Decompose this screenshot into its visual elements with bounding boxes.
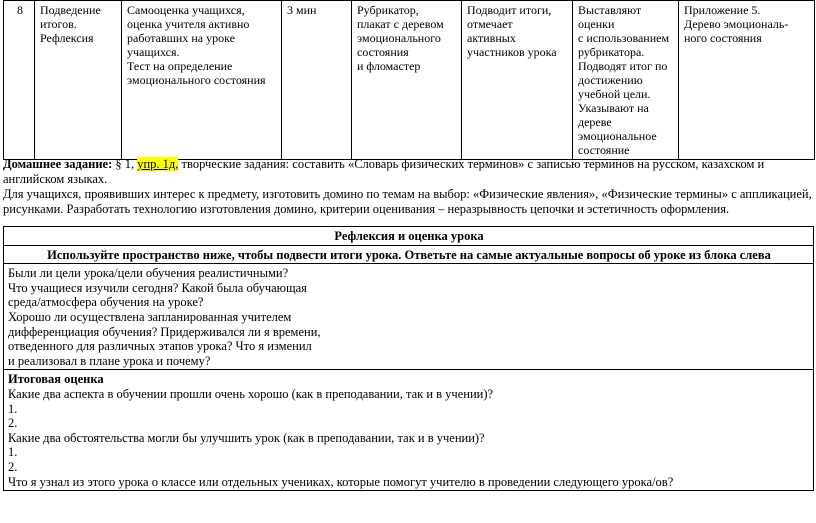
appendix-cell: Приложение 5. Дерево эмоциональ- ного состояния <box>679 1 815 160</box>
lesson-plan-table <box>3 0 815 160</box>
reflection-table <box>3 226 814 491</box>
homework-label: Домашнее задание: <box>3 157 113 171</box>
reflection-instruction: Используйте пространство ниже, чтобы подвести итоги урока. Ответьте на самые актуальные вопросы об уроке из блока слева <box>4 245 814 264</box>
summary-title: Итоговая оценка <box>8 372 104 387</box>
homework-part2: творческие задания: составить «Словарь физических терминов» с записью терминов на русском, казахском и английском языках. <box>3 157 765 186</box>
homework-paragraph <box>3 157 816 187</box>
time-cell: 3 мин <box>282 1 352 160</box>
lesson-row-8 <box>4 1 815 160</box>
homework-section <box>3 157 816 217</box>
homework-highlight: упр. 1д, <box>137 157 179 171</box>
summary-cell <box>4 370 814 491</box>
resources-cell: Рубрикатор, плакат с деревом эмоционального состояния и фломастер <box>352 1 462 160</box>
homework-part1: § 1, <box>112 157 138 171</box>
homework-extra-paragraph: Для учащихся, проявивших интерес к предмету, изготовить домино по темам на выбор: «Физические явления», «Физические термины» с аппликацией, рисунками. Разработать технологию изготовления домино, критерии оценивания – неразрывность цепочки и эстетичность оформления. <box>3 187 812 216</box>
stage-number-cell: 8 <box>4 1 35 160</box>
teacher-actions-cell: Подводит итоги, отмечает активных участников урока <box>462 1 573 160</box>
activity-cell: Самооценка учащихся, оценка учителя активно работавших на уроке учащихся. Тест на определение эмоционального состояния <box>122 1 282 160</box>
stage-name-cell: Подведение итогов. Рефлексия <box>35 1 122 160</box>
reflection-questions: Были ли цели урока/цели обучения реалистичными? Что учащиеся изучили сегодня? Какой была обучающая среда/атмосфера обучения на уроке? Хорошо ли осуществлена запланированная учителем дифференциация обучения? Придерживался ли я времени, отведенного для различных этапов урока? Что я изменил и реализовал в плане урока и почему? <box>4 264 814 370</box>
student-actions-cell: Выставляют оценки с использованием рубрикатора. Подводят итог по достижению учебной цели. Указывают на дереве эмоциональное состояние <box>573 1 679 160</box>
summary-text: Какие два аспекта в обучении прошли очень хорошо (как в преподавании, так и в учении)? 1. 2. Какие два обстоятельства могли бы улучшить урок (как в преподавании, так и в учении)? 1. 2. Что я узнал из этого урока о классе или отдельных учениках, которые помогут учителю в проведении следующего урока/ов? <box>8 386 674 489</box>
reflection-title: Рефлексия и оценка урока <box>4 227 814 246</box>
